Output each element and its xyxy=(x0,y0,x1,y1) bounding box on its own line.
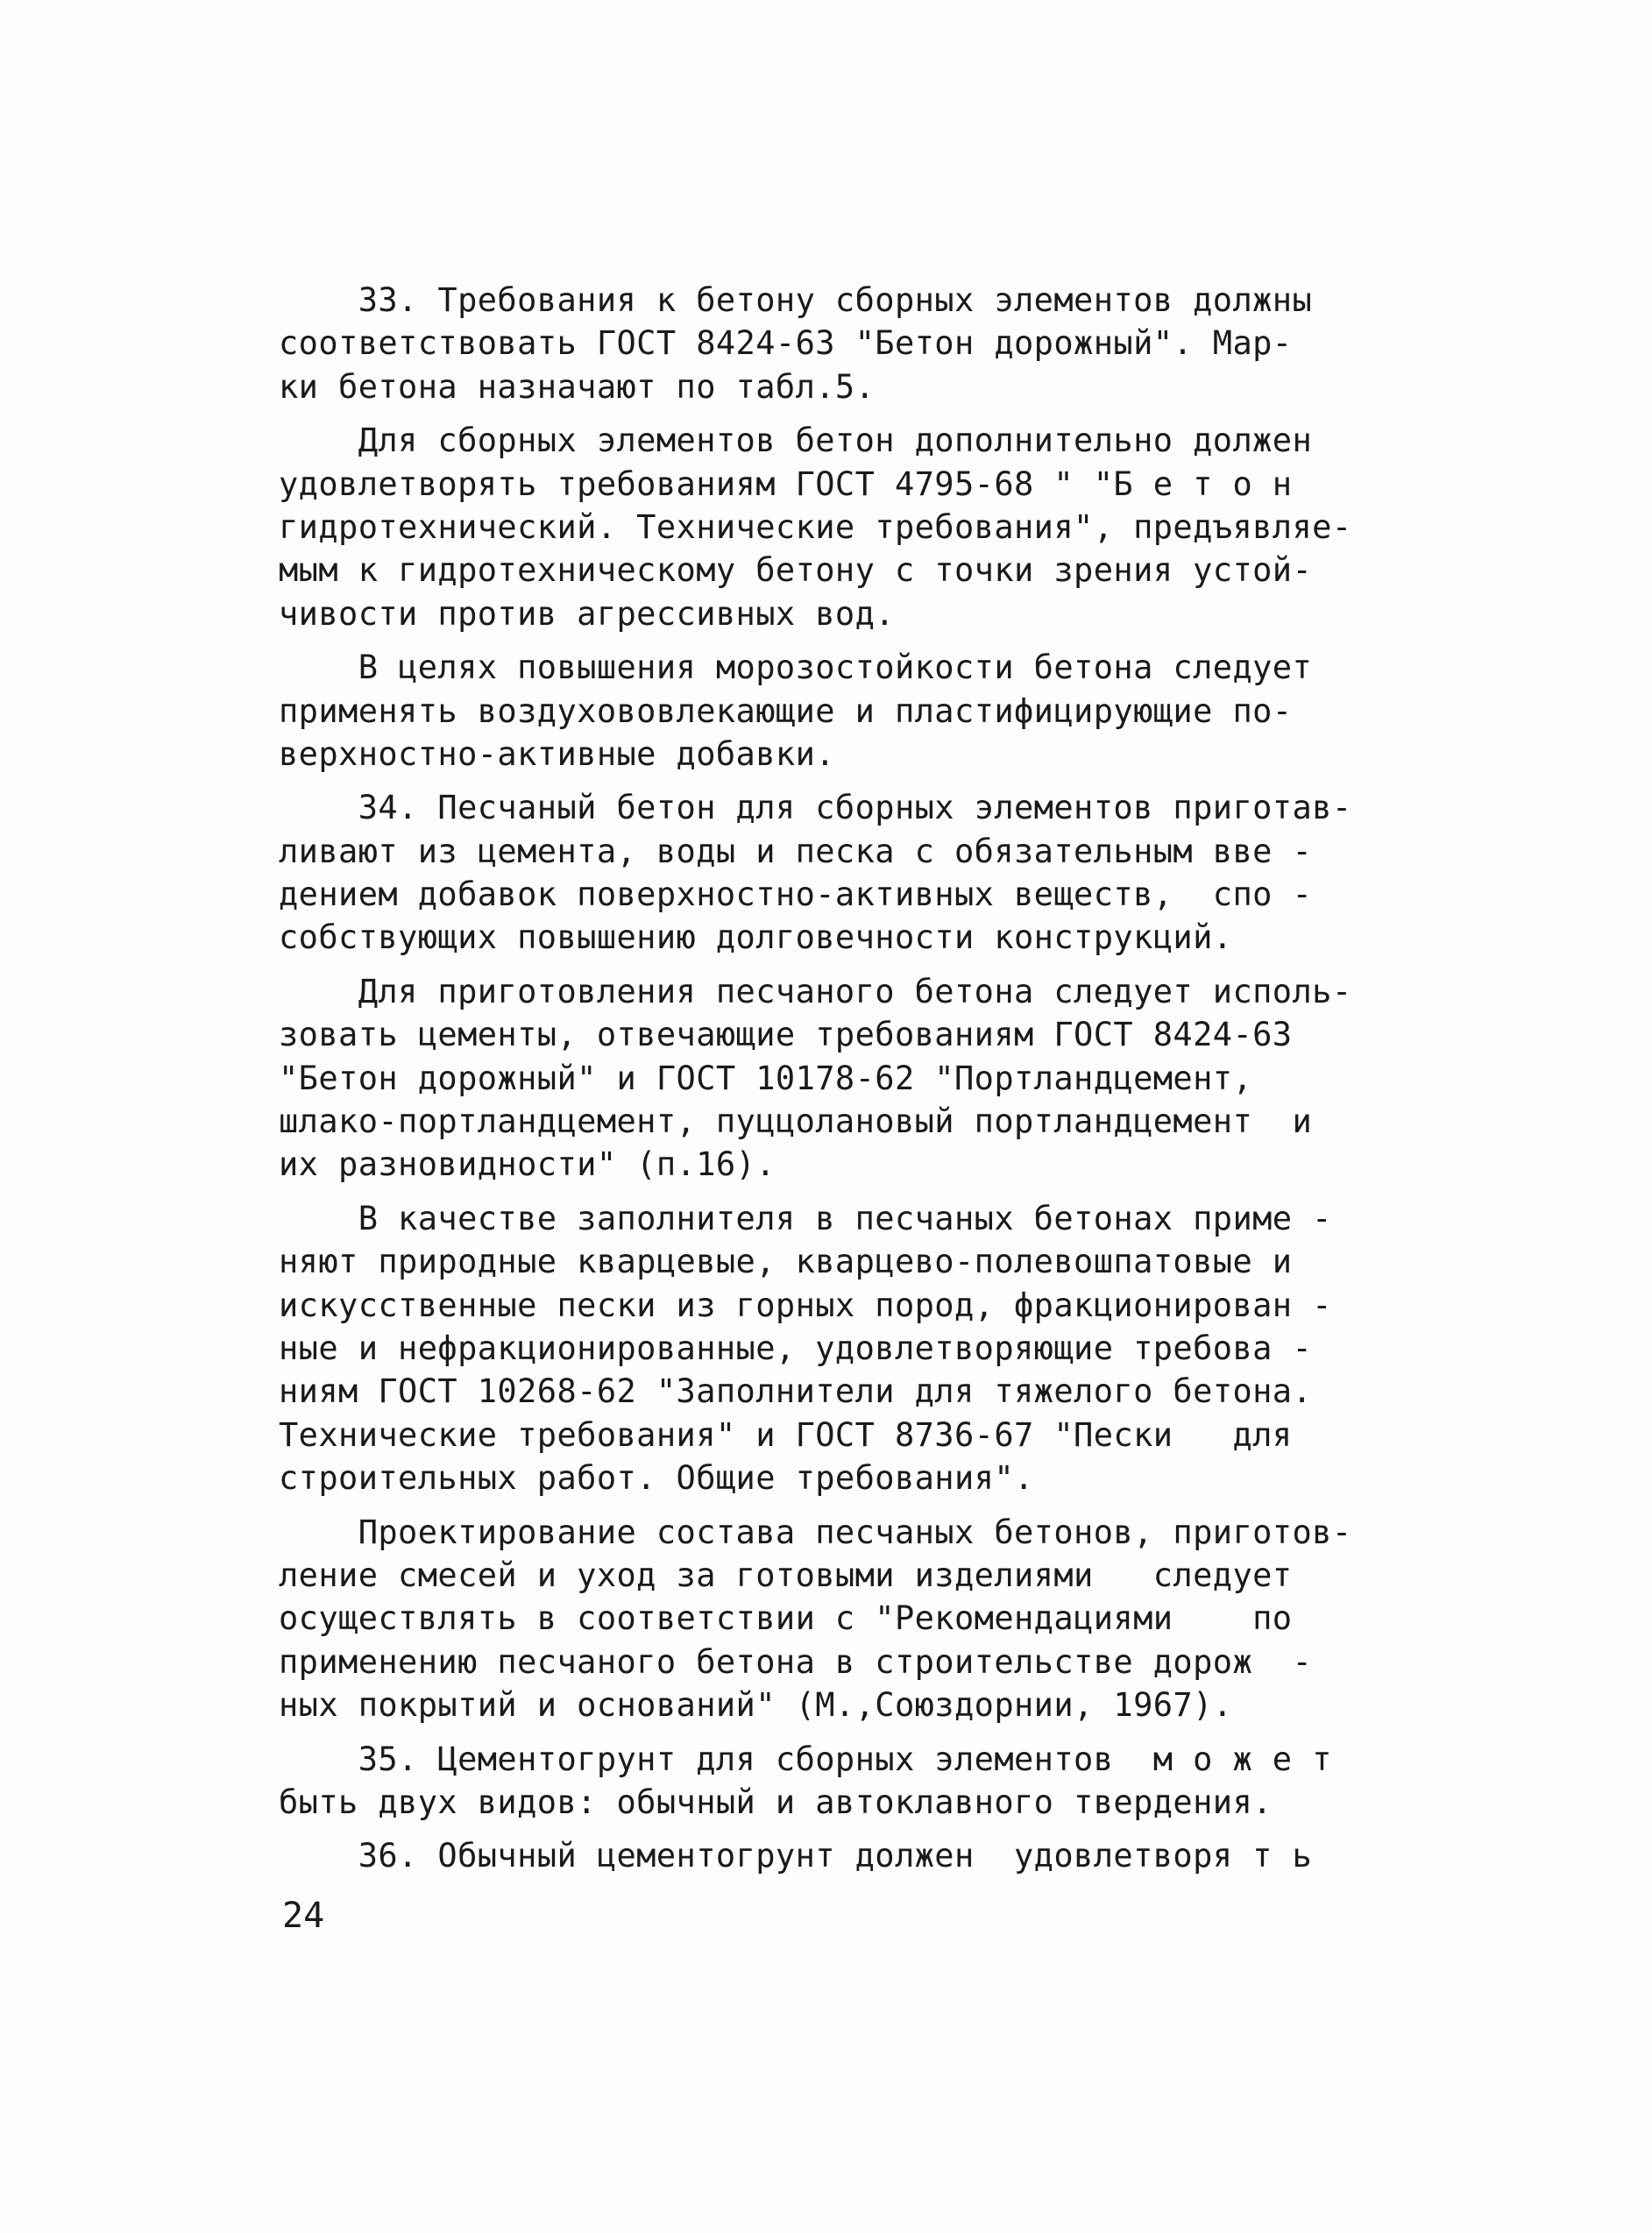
text-line: ных покрытий и оснований" (М.,Союздорнии, 1967). xyxy=(279,1686,1233,1725)
text-line: 35. Цементогрунт для сборных элементов м о ж е т xyxy=(279,1740,1332,1778)
text-line: шлако-портландцемент, пуццолановый портландцемент и xyxy=(279,1102,1313,1141)
text-line: применению песчаного бетона в строительстве дорож - xyxy=(279,1642,1313,1681)
text-line: ливают из цемента, воды и песка с обязательным вве - xyxy=(279,832,1313,870)
text-line: 34. Песчаный бетон для сборных элементов приготав- xyxy=(279,789,1352,827)
text-line: их разновидности" (п.16). xyxy=(279,1145,776,1184)
text-line: мым к гидротехническому бетону с точки зрения устой- xyxy=(279,551,1313,590)
text-line: В качестве заполнителя в песчаных бетонах приме - xyxy=(279,1199,1332,1237)
text-line: дением добавок поверхностно-активных веществ, спо - xyxy=(279,875,1313,914)
text-line: применять воздухововлекающие и пластифицирующие по- xyxy=(279,691,1293,730)
text-block xyxy=(279,279,1400,1878)
text-line: Технические требования" и ГОСТ 8736-67 "Пески для xyxy=(279,1415,1293,1454)
text-line: зовать цементы, отвечающие требованиям ГОСТ 8424-63 xyxy=(279,1016,1293,1054)
text-line: ки бетона назначают по табл.5. xyxy=(279,367,876,406)
text-line: удовлетворять требованиям ГОСТ 4795-68 " "Б е т о н xyxy=(279,464,1293,503)
text-line: гидротехнический. Технические требования", предъявляе- xyxy=(279,507,1352,546)
page-number: 24 xyxy=(282,1896,325,1936)
text-line: Для сборных элементов бетон дополнительно должен xyxy=(279,422,1313,460)
paragraph xyxy=(279,279,1400,408)
text-line: няют природные кварцевые, кварцево-полевошпатовые и xyxy=(279,1243,1293,1281)
text-line: ниям ГОСТ 10268-62 "Заполнители для тяжелого бетона. xyxy=(279,1372,1313,1411)
text-line: верхностно-активные добавки. xyxy=(279,734,835,773)
paragraph xyxy=(279,1511,1400,1727)
paragraph xyxy=(279,646,1400,776)
text-line: осуществлять в соответствии с "Рекомендациями по xyxy=(279,1599,1293,1638)
text-line: В целях повышения морозостойкости бетона следует xyxy=(279,649,1313,687)
text-line: искусственные пески из горных пород, фракционирован - xyxy=(279,1286,1332,1324)
text-line: "Бетон дорожный" и ГОСТ 10178-62 "Портландцемент, xyxy=(279,1059,1253,1097)
text-line: чивости против агрессивных вод. xyxy=(279,594,895,633)
paragraph xyxy=(279,786,1400,960)
text-line: 33. Требования к бетону сборных элементов должны xyxy=(279,281,1313,319)
paragraph xyxy=(279,1197,1400,1500)
text-line: быть двух видов: обычный и автоклавного твердения. xyxy=(279,1783,1273,1821)
text-line: собствующих повышению долговечности конструкций. xyxy=(279,918,1233,957)
paragraph xyxy=(279,419,1400,635)
paragraph xyxy=(279,1738,1400,1825)
text-line: 36. Обычный цементогрунт должен удовлетворя т ь xyxy=(279,1837,1313,1875)
text-line: ные и нефракционированные, удовлетворяющие требова - xyxy=(279,1329,1313,1367)
text-line: строительных работ. Общие требования". xyxy=(279,1459,1034,1498)
text-line: Для приготовления песчаного бетона следует исполь- xyxy=(279,972,1352,1010)
text-line: соответствовать ГОСТ 8424-63 "Бетон дорожный". Мар- xyxy=(279,324,1293,363)
text-line: ление смесей и уход за готовыми изделиями следует xyxy=(279,1556,1293,1594)
paragraph xyxy=(279,1834,1400,1877)
text-line: Проектирование состава песчаных бетонов, приготов- xyxy=(279,1513,1352,1551)
paragraph xyxy=(279,970,1400,1187)
